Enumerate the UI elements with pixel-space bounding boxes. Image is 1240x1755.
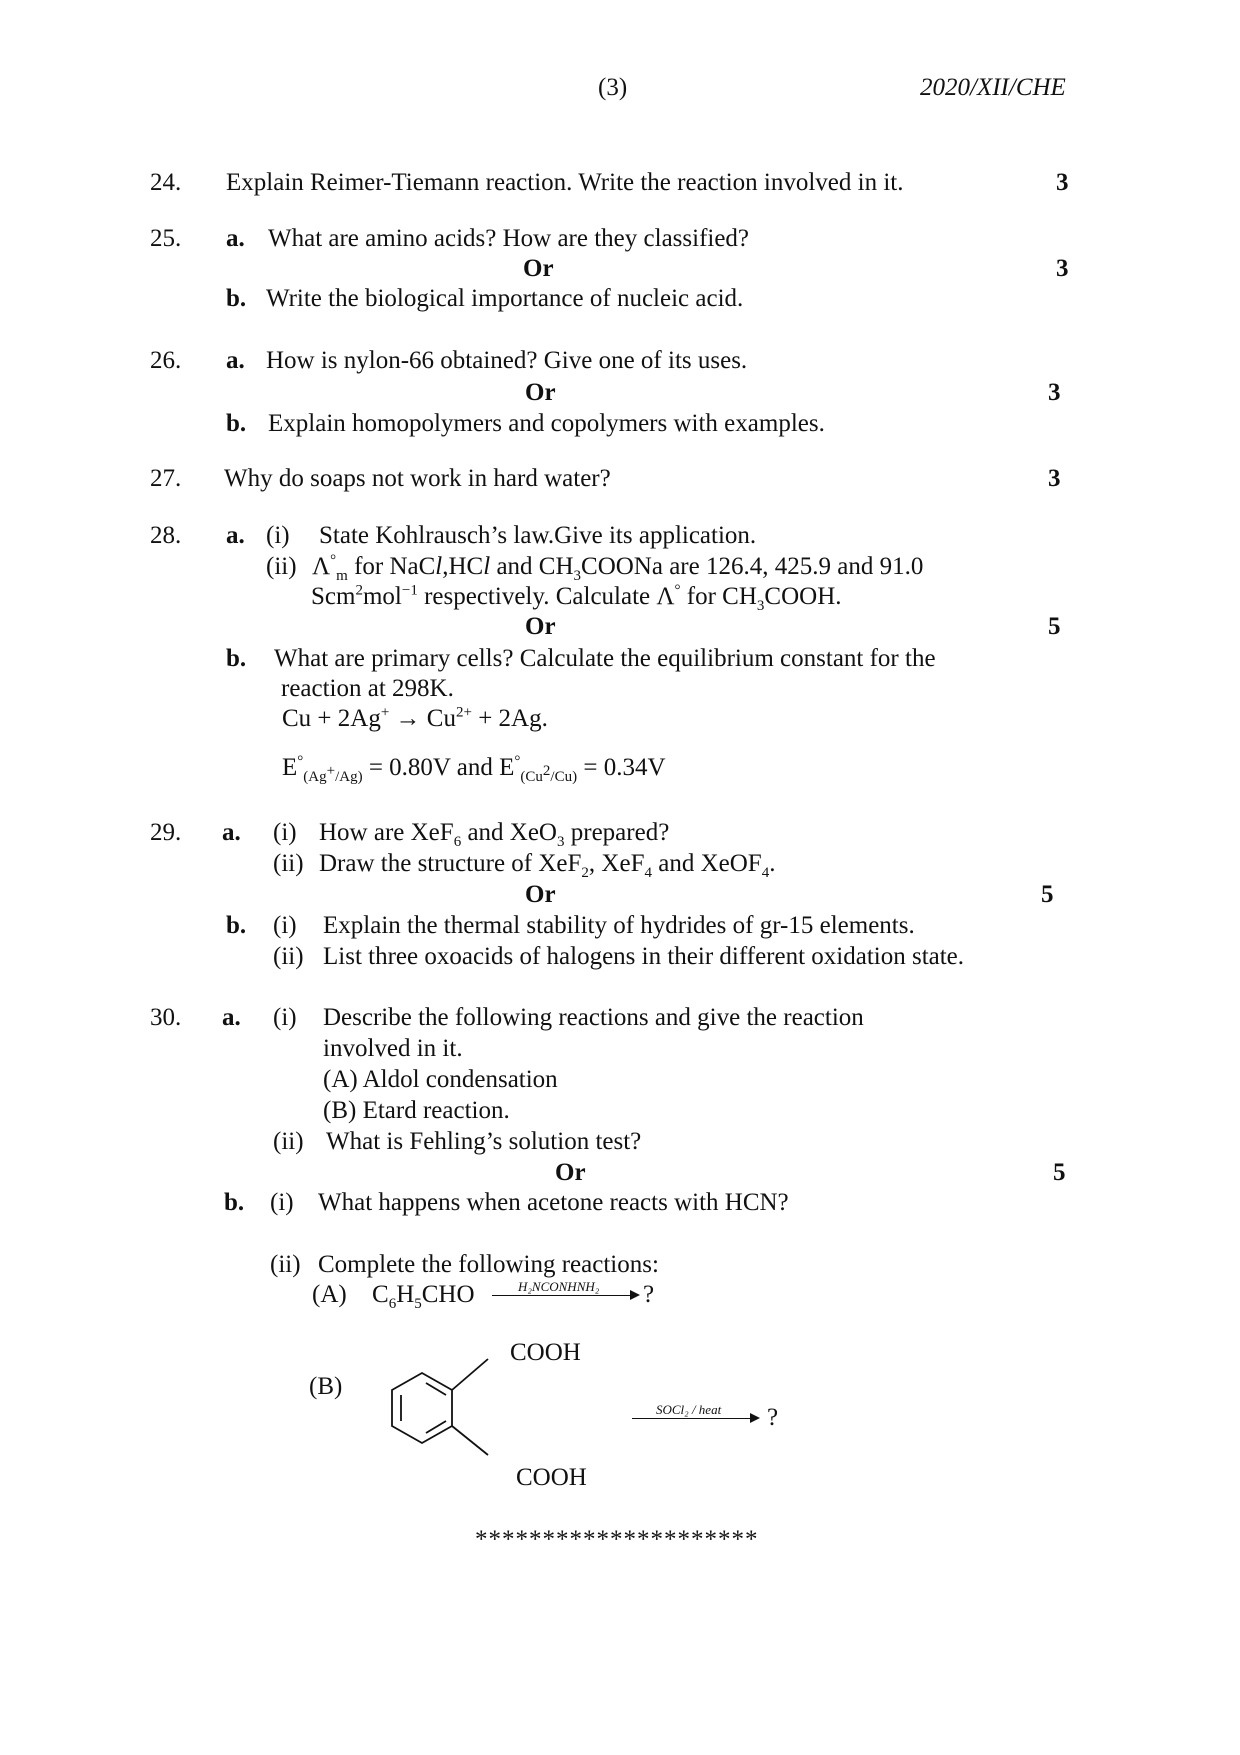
q28-b-text1: What are primary cells? Calculate the equilibrium constant for the (274, 645, 936, 672)
q25-a-text: What are amino acids? How are they classified? (268, 225, 750, 252)
q29-i-label: (i) (273, 819, 297, 846)
end-of-paper-stars: ********************* (475, 1526, 759, 1553)
q28-b-text2: reaction at 298K. (281, 675, 454, 702)
q30-bi-text: What happens when acetone reacts with HCN? (318, 1189, 789, 1216)
reaction-a-arrowhead (630, 1290, 640, 1300)
q24-number: 24. (150, 169, 182, 196)
q30-ii-label: (ii) (273, 1128, 304, 1155)
q29-a-label: a. (222, 819, 241, 846)
q24-marks: 3 (1056, 169, 1069, 196)
q24-text: Explain Reimer-Tiemann reaction. Write the reaction involved in it. (226, 169, 904, 196)
q30-bi-label: (i) (270, 1189, 294, 1216)
q30-b-label: b. (224, 1189, 245, 1216)
q30-or: Or (555, 1159, 586, 1186)
q28-b-equation: $Cu + 2Ag^+ \to Cu^{2+} + 2Ag$. (282, 704, 548, 732)
q29-i-text: How are XeF$_6$ and XeO$_3$ prepared? (319, 819, 670, 850)
reaction-a-product: ? (643, 1281, 655, 1308)
q29-b-label: b. (226, 912, 247, 939)
q30-i-A: (A) Aldol condensation (323, 1066, 558, 1093)
reaction-b-arrow (632, 1418, 752, 1419)
q26-a-label: a. (226, 347, 245, 374)
q25-or: Or (523, 255, 554, 282)
q25-a-label: a. (226, 225, 245, 252)
q30-bii-label: (ii) (270, 1251, 301, 1278)
q30-i-label: (i) (273, 1004, 297, 1031)
q26-or: Or (525, 379, 556, 406)
cooh-bottom-label: COOH (516, 1464, 587, 1491)
q30-i-B: (B) Etard reaction. (323, 1097, 510, 1124)
reaction-b-product: ? (767, 1404, 779, 1431)
q28-or: Or (525, 613, 556, 640)
q27-number: 27. (150, 465, 182, 492)
q27-text: Why do soaps not work in hard water? (224, 465, 611, 492)
reaction-b-arrowhead (750, 1413, 760, 1423)
q28-i-label: (i) (266, 522, 290, 549)
q30-bii-text: Complete the following reactions: (318, 1251, 659, 1278)
reaction-a-arrow (492, 1295, 632, 1296)
q30-number: 30. (150, 1004, 182, 1031)
q29-number: 29. (150, 819, 182, 846)
reaction-b-reagent: SOCl₂ / heat (656, 1402, 722, 1417)
q25-number: 25. (150, 225, 182, 252)
q29-marks: 5 (1041, 881, 1054, 908)
q26-number: 26. (150, 347, 182, 374)
q29-bi-text: Explain the thermal stability of hydrides of gr-15 elements. (323, 912, 915, 939)
q28-number: 28. (150, 522, 182, 549)
q28-b-label: b. (226, 645, 247, 672)
q29-bii-label: (ii) (273, 943, 304, 970)
q30-a-label: a. (222, 1004, 241, 1031)
q28-marks: 5 (1048, 613, 1061, 640)
q30-i-text1: Describe the following reactions and give the reaction (323, 1004, 864, 1031)
q30-ii-text: What is Fehling’s solution test? (326, 1128, 642, 1155)
reaction-a-reagent: H₂NCONHNH₂ (518, 1279, 600, 1294)
q25-marks: 3 (1056, 255, 1069, 282)
q26-marks: 3 (1048, 379, 1061, 406)
reaction-a-label: (A) (312, 1281, 347, 1308)
q25-b-label: b. (226, 285, 247, 312)
cooh-top-label: COOH (510, 1339, 581, 1366)
q29-or: Or (525, 881, 556, 908)
q29-bii-text: List three oxoacids of halogens in their different oxidation state. (323, 943, 965, 970)
q28-b-potentials: $E^\circ_{(Ag^+/Ag)} = 0.80V$ and $E^\circ_{(Cu^2/Cu)} = 0.34V$ (282, 753, 666, 785)
q29-ii-text: Draw the structure of XeF$_2$, XeF$_4$ and XeOF$_4$. (319, 850, 776, 881)
paper-code: 2020/XII/CHE (920, 74, 1066, 101)
q26-b-label: b. (226, 410, 247, 437)
q28-ii-line2: Scm$^2$mol$^{-1}$ respectively. Calculate Λ° for $CH_3COOH$. (311, 582, 842, 614)
reaction-a-reactant: $C_6H_5CHO$ (372, 1281, 475, 1312)
q29-bi-label: (i) (273, 912, 297, 939)
q26-a-text: How is nylon-66 obtained? Give one of its uses. (266, 347, 748, 374)
q27-marks: 3 (1048, 465, 1061, 492)
reaction-b-label: (B) (309, 1373, 343, 1400)
benzene-ring-structure (360, 1325, 510, 1475)
q28-a-label: a. (226, 522, 245, 549)
page-number: (3) (598, 74, 628, 101)
q25-b-text: Write the biological importance of nucleic acid. (266, 285, 744, 312)
q28-i-text: State Kohlrausch’s law.Give its application. (319, 522, 757, 549)
q29-ii-label: (ii) (273, 850, 304, 877)
q30-i-text2: involved in it. (323, 1035, 463, 1062)
q26-b-text: Explain homopolymers and copolymers with examples. (268, 410, 825, 437)
q30-marks: 5 (1053, 1159, 1066, 1186)
q28-ii-line1: $\Lambda^\circ_m$ for NaCl,HCl and $CH_3COONa$ are 126.4, 425.9 and 91.0 (312, 552, 924, 584)
q28-ii-label: (ii) (266, 553, 297, 580)
